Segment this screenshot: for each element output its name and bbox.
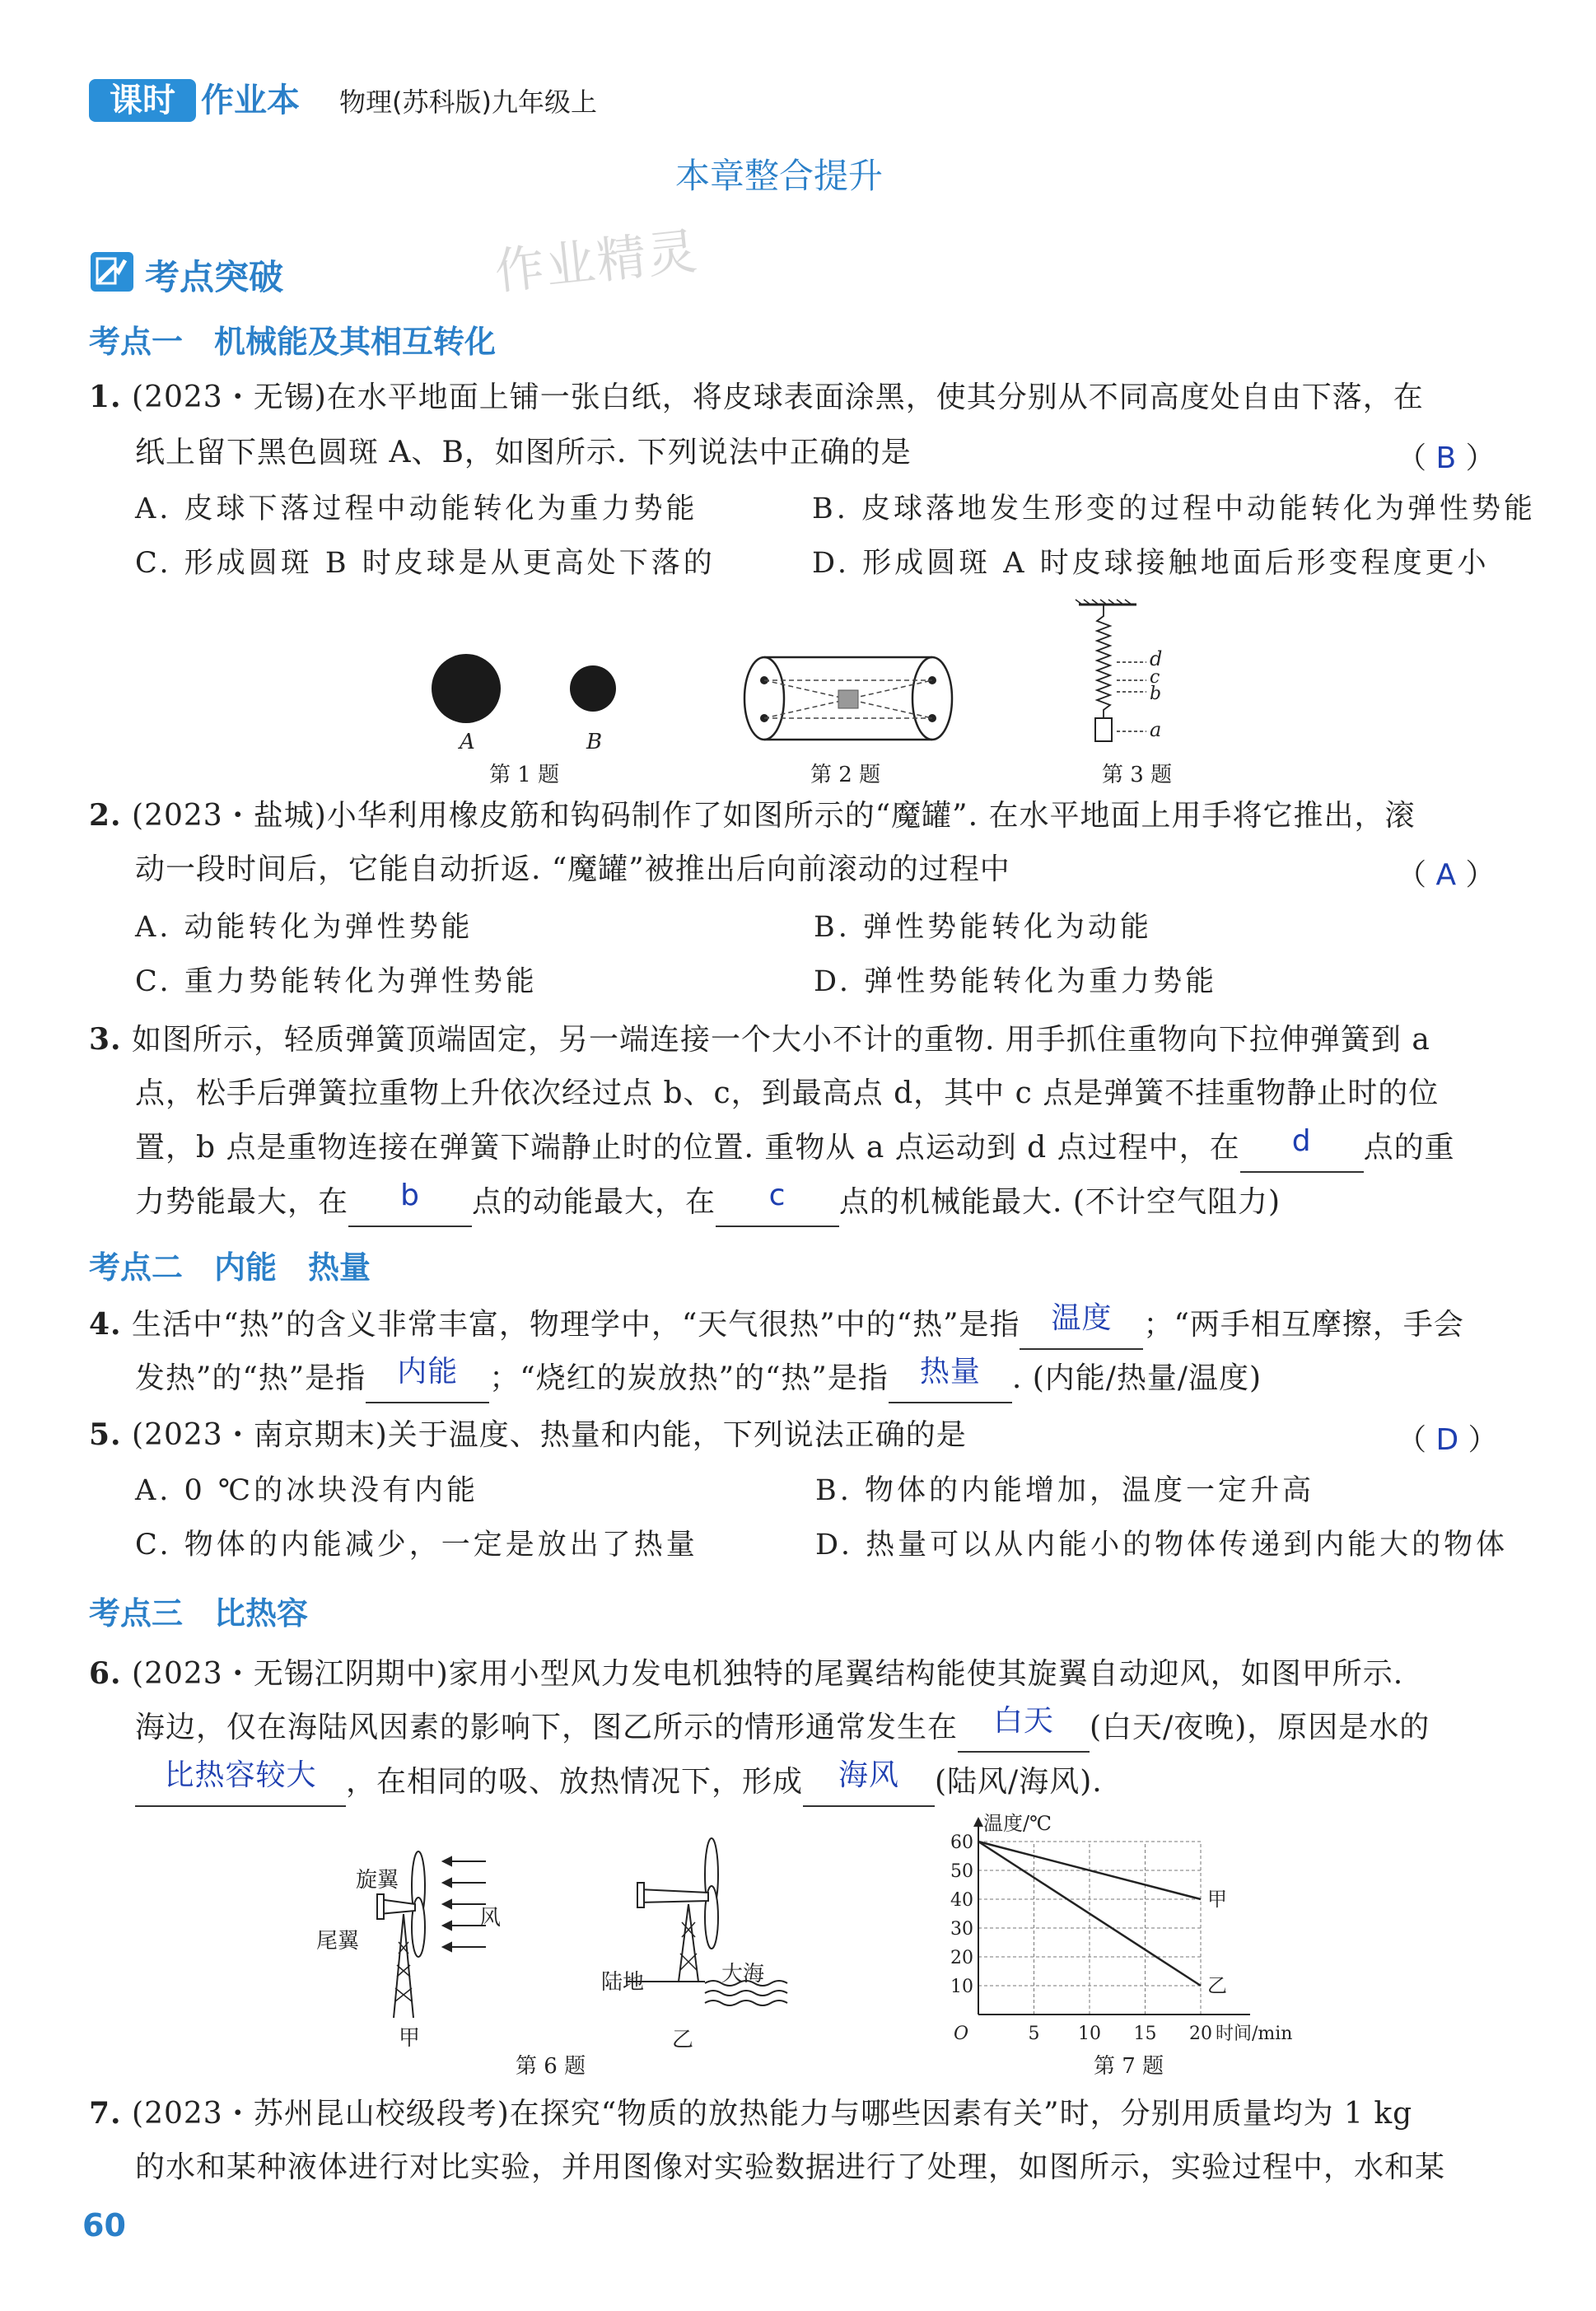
q2-line2: 动一段时间后，它能自动折返. “魔罐”被推出后向前滚动的过程中	[135, 852, 1010, 886]
chart-x-tick-label: 20	[1189, 2024, 1212, 2044]
chart-y-axis-arrow	[973, 1817, 983, 1827]
section-heading-icon	[89, 250, 135, 293]
q7-line1: 7. (2023・苏州昆山校级段考)在探究“物质的放热能力与哪些因素有关”时，分别用质量均为 1 kg	[89, 2096, 1413, 2131]
q7-line2: 的水和某种液体进行对比实验，并用图像对实验数据进行了处理，如图所示，实验过程中，水和某	[135, 2150, 1446, 2184]
fig3-label-a: a	[1150, 718, 1162, 741]
chart-x-tick-label: 5	[1028, 2024, 1040, 2044]
q4-line1: 4. 生活中“热”的含义非常丰富，物理学中，“天气很热”中的“热”是指 温度 ；“两手相互摩擦，手会	[89, 1300, 1464, 1350]
kaodian-3-heading: 考点三 比热容	[89, 1595, 309, 1632]
chapter-title: 本章整合提升	[675, 156, 884, 196]
header-subject: 物理(苏科版)九年级上	[339, 86, 597, 118]
q6-line1: 6. (2023・无锡江阴期中)家用小型风力发电机独特的尾翼结构能使其旋翼自动迎风，如图甲所示.	[89, 1656, 1404, 1691]
q2-answer: （ A ）	[1397, 858, 1496, 892]
fig1-label-a: A	[460, 730, 475, 754]
kaodian-1-heading: 考点一 机械能及其相互转化	[89, 324, 497, 360]
chart-y-tick-label: 20	[950, 1948, 973, 1968]
q1-option-a: A. 皮球下落过程中动能转化为重力势能	[135, 493, 698, 525]
q1-option-d: D. 形成圆斑 A 时皮球接触地面后形变程度更小	[812, 547, 1490, 580]
chart-y-label: 温度/℃	[983, 1812, 1052, 1835]
q4-blank-3: 热量	[919, 1355, 981, 1389]
fig6-caption: 第 6 题	[516, 2054, 586, 2079]
fig1-label-b: B	[586, 730, 603, 754]
fig6-label-feng: 风	[479, 1906, 502, 1931]
fig7-caption: 第 7 题	[1094, 2054, 1164, 2079]
fig6-label-dahai: 大海	[721, 1962, 765, 1987]
fig3-label-d: d	[1150, 647, 1163, 670]
q1-answer: （ B ）	[1397, 441, 1496, 475]
chart-x-tick-label: 15	[1133, 2024, 1157, 2044]
fig6-label-yi: 乙	[672, 2028, 694, 2052]
fig3-caption: 第 3 题	[1102, 763, 1173, 787]
q1-option-c: C. 形成圆斑 B 时皮球是从更高处下落的	[135, 547, 716, 580]
header-logo-text: 课时	[110, 82, 175, 119]
q3-line1: 3. 如图所示，轻质弹簧顶端固定，另一端连接一个大小不计的重物. 用手抓住重物向下拉伸弹簧到 a	[89, 1022, 1430, 1057]
spot-a	[432, 654, 501, 723]
watermark: 作业精灵	[492, 222, 702, 301]
q3-blank-3: c	[768, 1179, 786, 1212]
q2-option-c: C. 重力势能转化为弹性势能	[135, 965, 538, 998]
chart-origin-label: O	[954, 2024, 969, 2044]
chart-y-tick-label: 10	[950, 1977, 973, 1997]
chart-series-label: 甲	[1207, 1888, 1227, 1911]
q5-answer: （ D ）	[1397, 1423, 1498, 1457]
q3-line2: 点，松手后弹簧拉重物上升依次经过点 b、c，到最高点 d，其中 c 点是弹簧不挂重物静止时的位	[135, 1076, 1440, 1110]
q1-line2: 纸上留下黑色圆斑 A、B，如图所示. 下列说法中正确的是	[135, 436, 912, 469]
q3-blank-2: b	[400, 1179, 420, 1212]
q2-option-a: A. 动能转化为弹性势能	[135, 911, 474, 944]
fig6-label-xuanyi: 旋翼	[356, 1868, 399, 1893]
fig2-caption: 第 2 题	[810, 763, 881, 787]
q1-option-b: B. 皮球落地发生形变的过程中动能转化为弹性势能	[812, 493, 1536, 525]
fig1-caption: 第 1 题	[489, 763, 560, 787]
q6-blank-2: 比热容较大	[164, 1758, 317, 1792]
chart-y-tick-label: 60	[950, 1832, 973, 1853]
q4-blank-2: 内能	[397, 1355, 459, 1389]
q3-blank-1: d	[1291, 1124, 1312, 1158]
fig3-label-c: c	[1150, 667, 1160, 688]
fig3-label-b: b	[1150, 684, 1162, 704]
chart-series-label: 乙	[1207, 1974, 1227, 1997]
q6-line3: 比热容较大 ，在相同的吸、放热情况下，形成 海风 (陆风/海风).	[135, 1758, 1103, 1807]
fig6-label-weiyi: 尾翼	[316, 1929, 360, 1954]
spot-b	[570, 665, 616, 712]
page-number: 60	[82, 2207, 126, 2243]
q3-line3: 置，b 点是重物连接在弹簧下端静止时的位置. 重物从 a 点运动到 d 点过程中，在 d 点的重	[135, 1123, 1455, 1173]
q2-option-b: B. 弹性势能转化为动能	[814, 911, 1152, 944]
fig6-turbine-yi	[609, 1830, 807, 2028]
q5-option-d: D. 热量可以从内能小的物体传递到内能大的物体	[815, 1529, 1509, 1562]
q5-option-b: B. 物体的内能增加，温度一定升高	[815, 1474, 1314, 1507]
q4-blank-1: 温度	[1051, 1301, 1113, 1335]
chart-y-tick-label: 30	[950, 1919, 973, 1940]
chart-x-tick-label: 10	[1078, 2024, 1101, 2044]
q2-option-d: D. 弹性势能转化为重力势能	[814, 965, 1218, 998]
q2-line1: 2. (2023・盐城)小华利用橡皮筋和钩码制作了如图所示的“魔罐”. 在水平地面上用手将它推出，滚	[89, 798, 1416, 833]
fig6-label-ludi: 陆地	[601, 1970, 645, 1995]
chart-y-tick-label: 40	[950, 1890, 973, 1911]
kaodian-2-heading: 考点二 内能 热量	[89, 1249, 371, 1286]
q6-line2: 海边，仅在海陆风因素的影响下，图乙所示的情形通常发生在 白天 (白天/夜晚)，原因是水的	[135, 1703, 1430, 1753]
fig2-magic-can	[741, 651, 955, 758]
fig7-chart	[931, 1812, 1326, 2051]
q1-line1: 1. (2023・无锡)在水平地面上铺一张白纸，将皮球表面涂黑，使其分别从不同高度处自由下落，在	[89, 380, 1424, 414]
q4-line2: 发热”的“热”是指 内能 ；“烧红的炭放热”的“热”是指 热量 . (内能/热量/温度)	[135, 1354, 1262, 1403]
section-heading: 考点突破	[145, 257, 284, 297]
q5-option-c: C. 物体的内能减少，一定是放出了热量	[135, 1529, 698, 1562]
fig6-label-jia: 甲	[399, 2026, 421, 2051]
header-book-name: 作业本	[201, 82, 300, 119]
q5-option-a: A. 0 ℃的冰块没有内能	[135, 1474, 479, 1507]
q6-blank-1: 白天	[993, 1704, 1055, 1738]
chart-x-label: 时间/min	[1216, 2024, 1293, 2044]
q3-line4: 力势能最大，在 b 点的动能最大，在 c 点的机械能最大. (不计空气阻力)	[135, 1178, 1281, 1227]
chart-y-tick-label: 50	[950, 1861, 973, 1882]
q5-line1: 5. (2023・南京期末)关于温度、热量和内能，下列说法正确的是	[89, 1417, 967, 1452]
q6-blank-3: 海风	[838, 1758, 900, 1792]
